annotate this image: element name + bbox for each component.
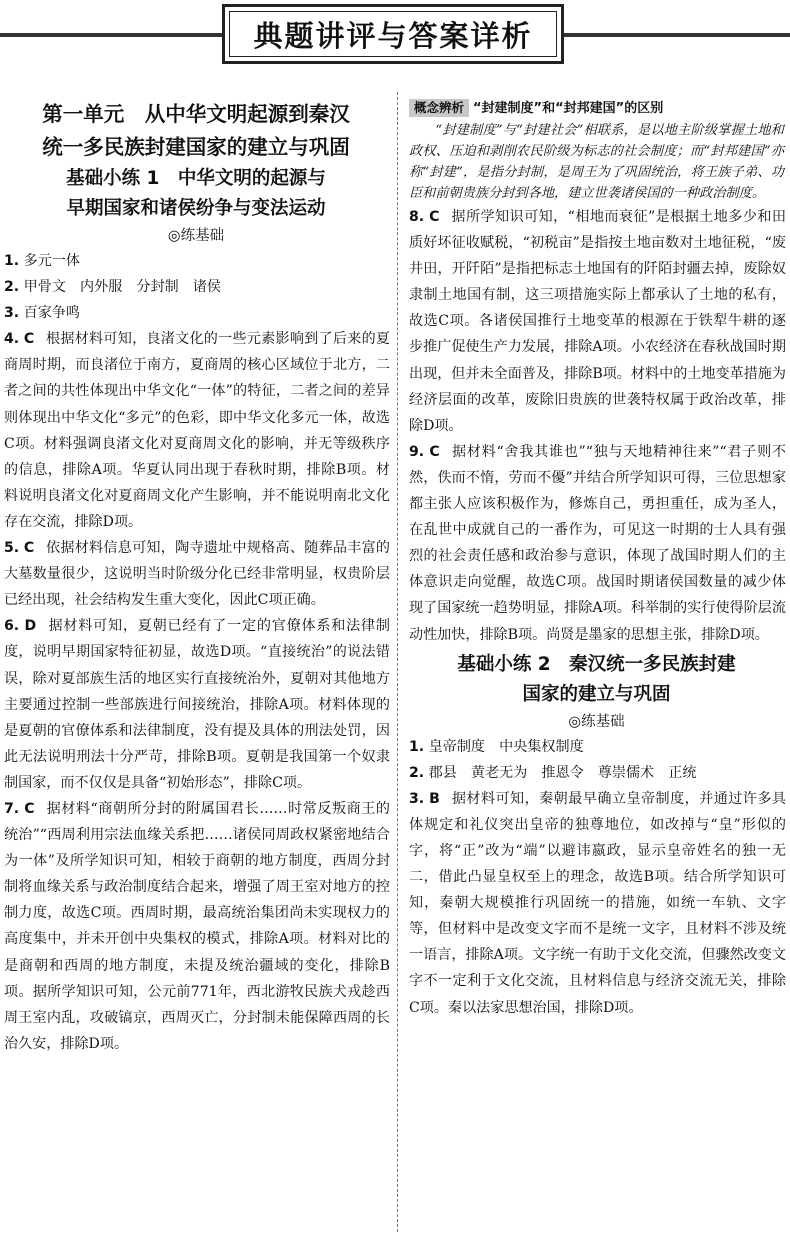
answer-list — [403, 204, 790, 648]
answer-item — [0, 326, 392, 535]
section-title-line-2: 早期国家和诸侯纷争与变法运动 — [66, 198, 326, 219]
answer-list — [403, 734, 790, 1021]
item-text: 据所学知识可知，“相地而衰征”是根据土地多少和田质好坏征收赋税，“初税亩”是指按土地亩数对土地征税，“废井田，开阡陌”是指把标志土地国有的阡陌封疆去掉，废除奴隶制土地国有制，这三项措施实际上都承认了土地的私有，故选C项。各诸侯国推行土地变革的根源在于铁犁牛耕的逐步推广促使生产力发展，排除A项。小农经济在春秋战国时期出现，但并未全面普及，排除B项。材料中的土地变革措施为经济层面的改革，废除旧贵族的世袭特权属于政治改革，排除D项。 — [409, 209, 786, 434]
unit-title-line-2: 统一多民族封建国家的建立与巩固 — [42, 135, 350, 159]
unit-title-line-1: 第一单元 从中华文明起源到秦汉 — [42, 102, 350, 126]
answer-letter: D — [24, 618, 37, 635]
item-text: 根据材料可知，良渚文化的一些元素影响到了后来的夏商周时期，而良渚位于南方，夏商周的核心区域位于北方，二者之间的共性体现出中华文化“一体”的特征，二者之间的差异则体现出中华文化“多元”的色彩，即中华文化多元一体，故选C项。材料强调良渚文化对夏商周文化的影响，并无等级秩序的信息，排除A项。华夏认同出现于春秋时期，排除B项。材料说明良渚文化对夏商周文化产生影响，并不能说明南北文化存在交流，排除D项。 — [4, 331, 390, 530]
answer-list — [0, 248, 392, 1057]
item-text: 郡县 黄老无为 推恩令 尊崇儒术 正统 — [428, 764, 697, 781]
item-text: 据材料“舍我其谁也”“独与天地精神往来”“君子则不然，佚而不惰，劳而不優”并结合所学知识可得，三位思想家都主张人应该积极作为，修炼自己，勇担重任，成为圣人，在乱世中成就自己的一番作为，可见这一时期的士人具有强烈的社会责任感和政治参与意识，体现了战国时期人们的主体意识走向觉醒，故选C项。战国时期诸侯国数量的减少体现了国家统一趋势明显，排除A项。科举制的实行使得阶层流动性加快，排除B项。尚贤是墨家的思想主张，排除D项。 — [409, 443, 786, 643]
answer-item — [0, 300, 392, 326]
answer-item — [403, 786, 790, 1021]
item-number: 1. — [409, 738, 425, 755]
answer-item — [0, 613, 392, 796]
answer-letter: C — [23, 331, 35, 348]
item-number: 9. — [409, 443, 425, 460]
item-text: 皇帝制度 中央集权制度 — [428, 738, 584, 755]
item-number: 2. — [4, 279, 20, 296]
answer-item — [403, 439, 790, 648]
concept-tag: 概念辨析 — [409, 99, 469, 117]
item-text: 据材料“商朝所分封的附属国君长……时常反叛商王的统治”“西周利用宗法血缘关系把……诸侯同周政权紧密地结合为一体”及所学知识可知，相较于商朝的地方制度，西周分封制将血缘关系与政治制度结合起来，增强了周王室对地方的控制力度，故选C项。西周时期，最高统治集团尚未实现权力的高度集中，并未开创中央集权的模式，排除A项。材料对比的是商朝和西周的地方制度，未提及统治疆域的变化，排除B项。据所学知识可知，公元前771年，西北游牧民族犬戎趁西周王室内乱，攻破镐京，西周灭亡，分封制未能保障西周的长治久安，排除D项。 — [4, 800, 391, 1052]
item-text: 百家争鸣 — [23, 305, 81, 322]
answer-letter: C — [23, 540, 35, 557]
left-column — [0, 92, 392, 1057]
item-text: 据材料可知，夏朝已经有了一定的官僚体系和法律制度，说明早期国家特征初显，故选D项。“直接统治”的说法错误，除对夏部族生活的地区实行直接统治外，夏朝对其他地方主要通过控制一些部族进行间接统治，排除A项。材料体现的是夏朝的官僚体系和法律制度，没有提及具体的刑法处罚，因此无法说明刑法十分严苛，排除B项。夏朝是我国第一个奴隶制国家，而不仅仅是具备“初始形态”，排除C项。 — [4, 618, 391, 791]
item-text: 据材料可知，秦朝最早确立皇帝制度，并通过许多具体规定和礼仪突出皇帝的独尊地位，如改掉与“皇”形似的字，将“正”改为“端”以避讳嬴政，显示皇帝姓名的独一无二，借此凸显皇权至上的理念，故选B项。结合所学知识可知，秦朝大规模推行巩固统一的措施，如统一车轨、文字等，但材料中是改变文字而不是统一文字，且材料不涉及统一语言，排除A项。文字统一有助于文化交流，但骤然改变文字不一定利于文化交流，且材料信息与经济交流无关，排除C项。秦以法家思想治国，排除D项。 — [409, 790, 786, 1016]
right-column — [403, 92, 790, 1021]
item-number: 6. — [4, 618, 20, 635]
answer-item — [0, 274, 392, 300]
banner-title: 典题讲评与答案详析 — [253, 18, 533, 53]
answer-item — [0, 796, 392, 1057]
concept-text: “封建制度”与“封建社会”相联系，是以地主阶级掌握土地和政权、压迫和剥削农民阶级为标志的社会制度；而“封邦建国”亦称“封建”，是指分封制，是周王为了巩固统治，将王族子弟、功臣和前朝贵族分封到各地，建立世袭诸侯国的一种政治制度。 — [409, 123, 784, 201]
section-title-line-1: 基础小练 2 秦汉统一多民族封建 — [457, 653, 736, 675]
item-text: 多元一体 — [23, 253, 81, 269]
item-number: 8. — [409, 209, 425, 225]
item-number: 3. — [409, 790, 425, 807]
section-title-line-2: 国家的建立与巩固 — [522, 683, 671, 705]
item-text: 依据材料信息可知，陶寺遗址中规格高、随葬品丰富的大墓数量很少，这说明当时阶级分化已经非常明显，权贵阶层已经出现，社会结构发生重大变化，因此C项正确。 — [4, 540, 390, 609]
item-number: 5. — [4, 540, 20, 557]
answer-letter: C — [24, 800, 35, 817]
answer-item — [0, 248, 392, 274]
answer-letter: B — [429, 790, 440, 807]
item-number: 2. — [409, 764, 425, 781]
answer-letter: C — [429, 209, 440, 225]
concept-title: “封建制度”和“封邦建国”的区别 — [473, 101, 664, 116]
answer-letter: C — [429, 443, 440, 460]
item-number: 3. — [4, 305, 20, 322]
item-number: 7. — [4, 800, 20, 817]
page-banner — [0, 0, 790, 75]
concept-box — [403, 96, 790, 204]
item-number: 1. — [4, 253, 20, 269]
item-number: 4. — [4, 331, 20, 348]
answer-item — [0, 535, 392, 613]
item-text: 甲骨文 内外服 分封制 诸侯 — [23, 279, 221, 296]
answer-item — [403, 204, 790, 439]
section-title-line-1: 基础小练 1 中华文明的起源与 — [66, 168, 326, 189]
subheading: ◎练基础 — [568, 713, 625, 730]
column-divider — [397, 92, 398, 1232]
subheading: ◎练基础 — [167, 228, 225, 244]
answer-item — [403, 734, 790, 760]
answer-item — [403, 760, 790, 786]
banner-title-box — [222, 4, 564, 64]
